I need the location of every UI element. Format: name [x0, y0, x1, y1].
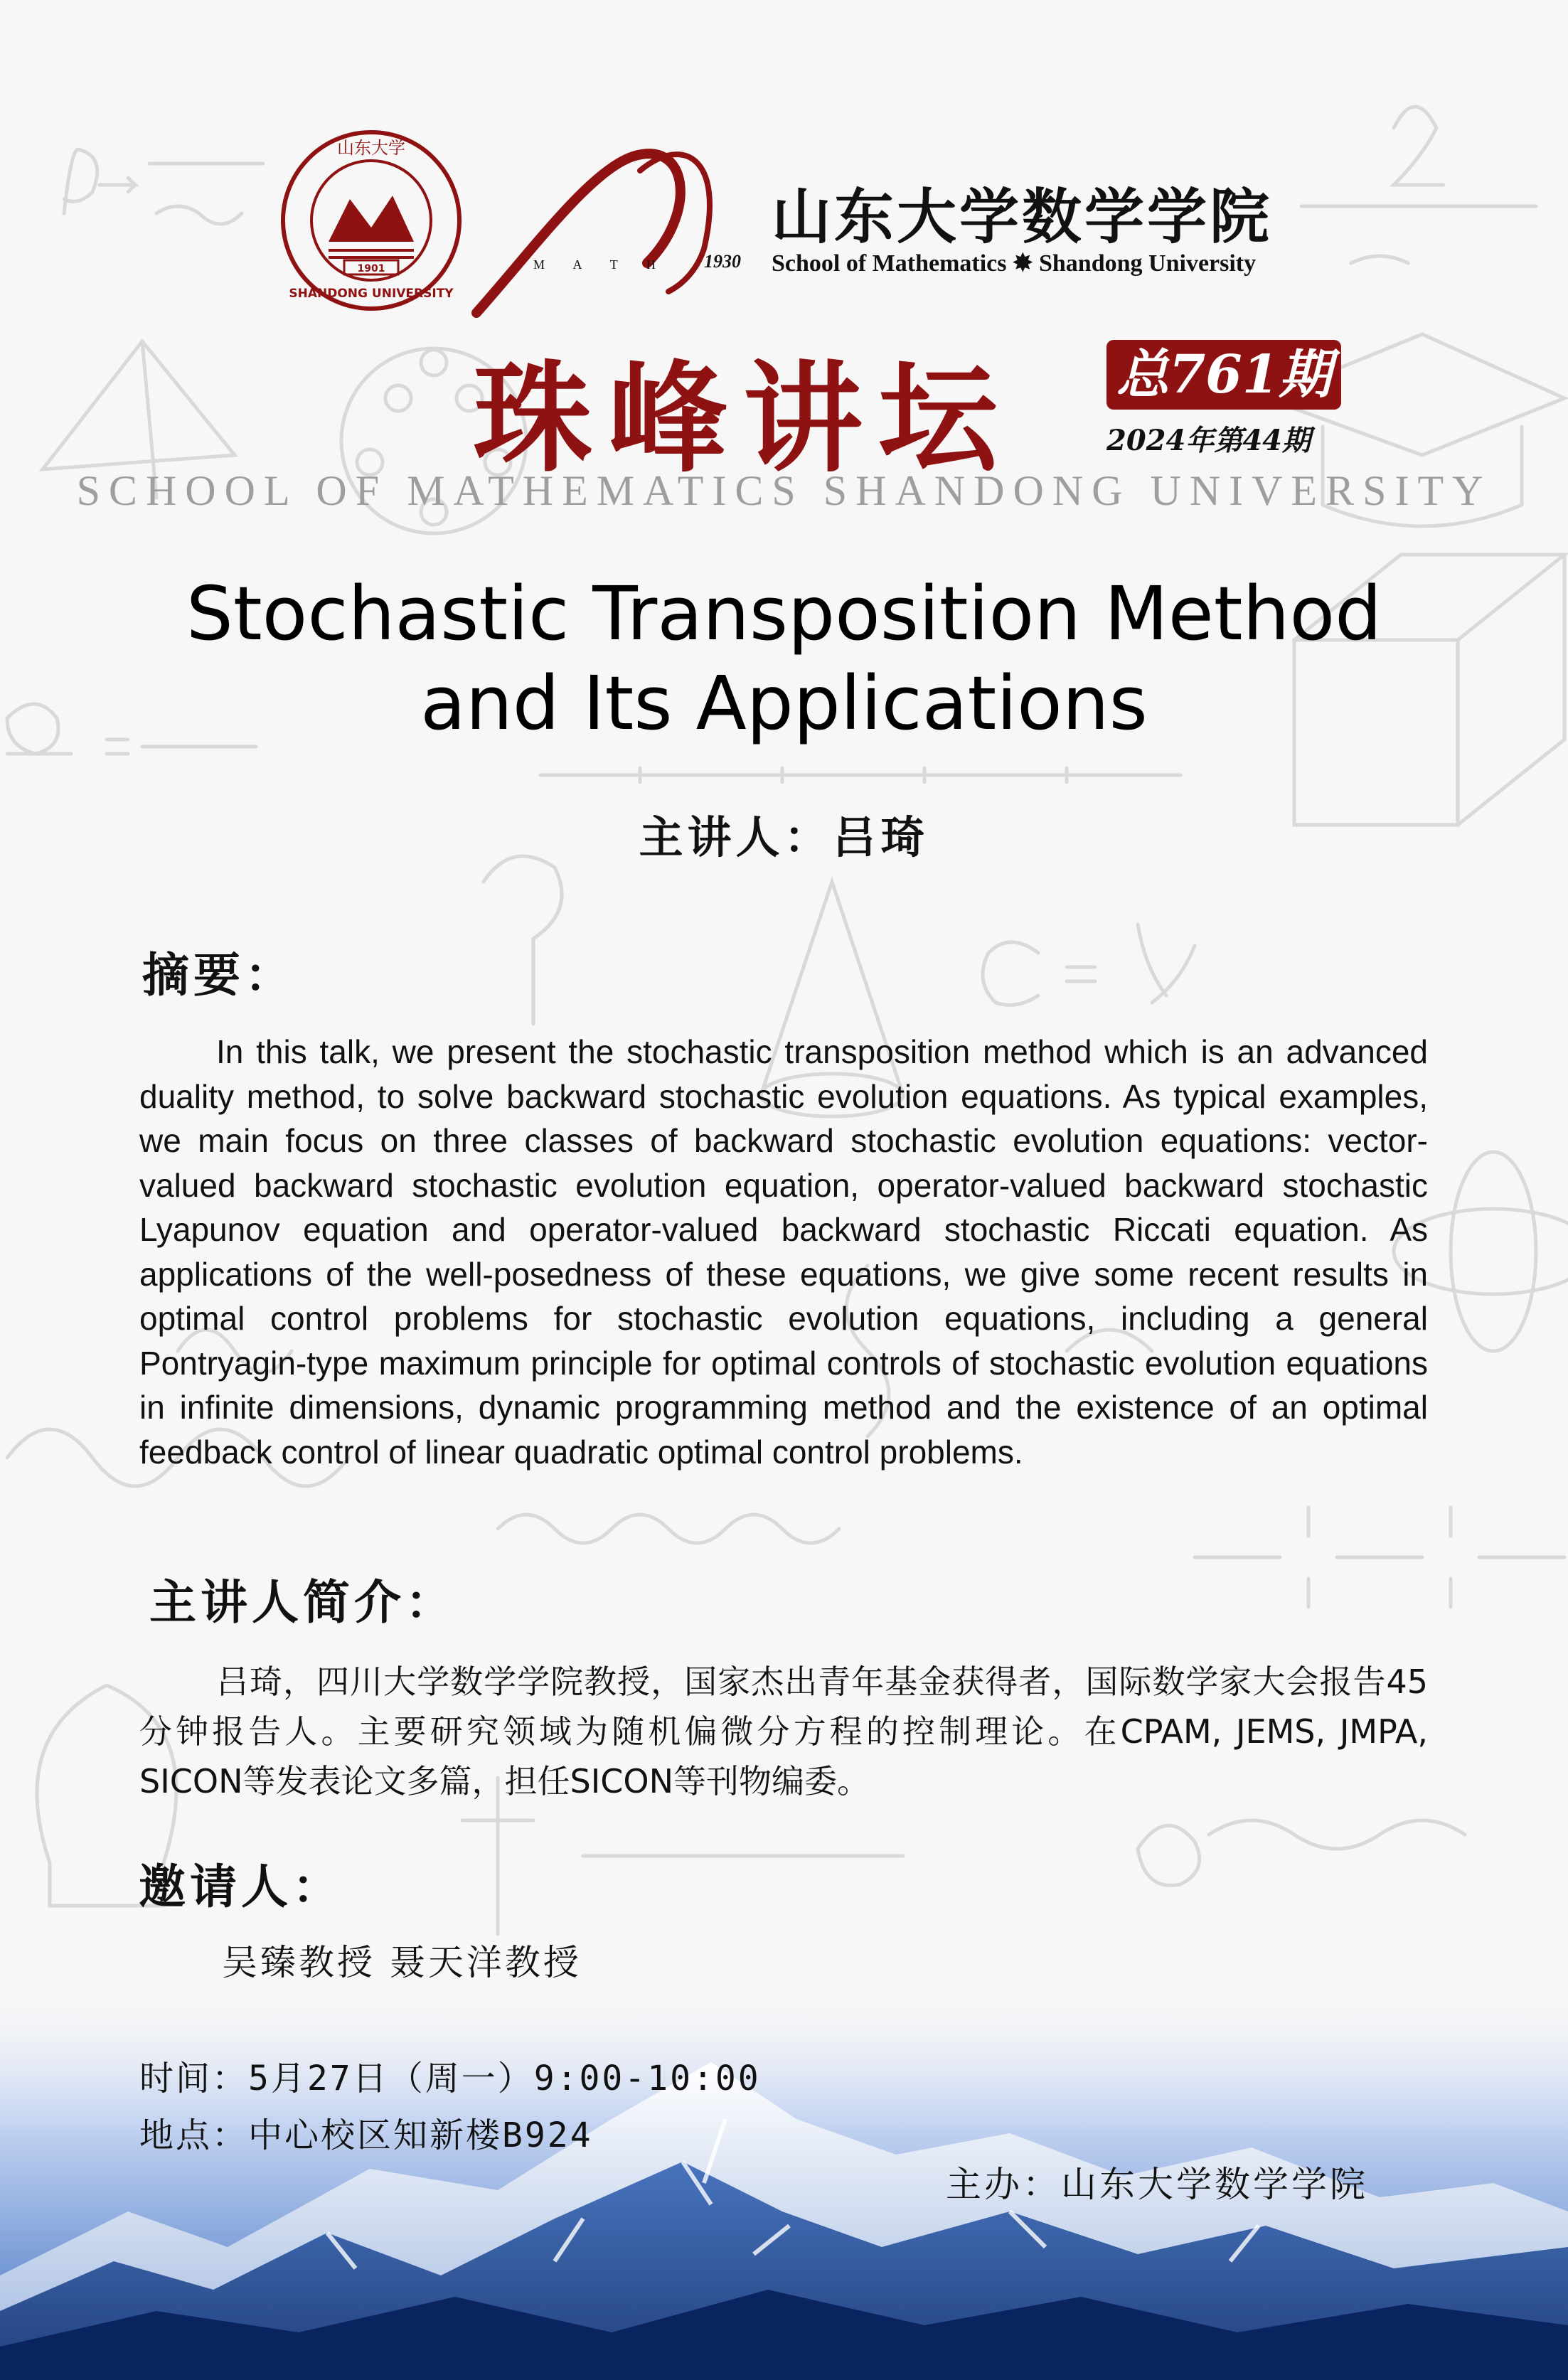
inviter-names: 吴臻教授 聂天洋教授	[222, 1942, 582, 1983]
event-time: 时间：5月27日（周一）9:00-10:00	[139, 2059, 761, 2098]
seal-text-bottom: SHANDONG UNIVERSITY	[289, 287, 454, 301]
inviter-heading: 邀请人：	[139, 1859, 343, 1914]
event-host: 主办：山东大学数学学院	[946, 2164, 1368, 2205]
bio-heading: 主讲人简介：	[149, 1574, 457, 1630]
talk-title	[43, 569, 1525, 748]
talk-title-line-2: and Its Applications	[420, 660, 1148, 747]
issue-year-number: 2024年第44期	[1106, 424, 1311, 457]
forum-title: 珠峰讲坛	[473, 348, 1013, 489]
school-banner-en: SCHOOL OF MATHEMATICS SHANDONG UNIVERSITY	[76, 467, 1492, 514]
school-name-cn: 山东大学数学学院	[772, 181, 1273, 252]
bio-text: 吕琦，四川大学数学学院教授，国家杰出青年基金获得者，国际数学家大会报告45分钟报告人。主要研究领域为随机偏微分方程的控制理论。在CPAM, JEMS, JMPA, SICON等发表论文多篇，担任SICON等刊物编委。	[139, 1663, 1428, 1800]
abstract-heading: 摘要：	[142, 947, 296, 1003]
seal-text-top: 山东大学	[337, 138, 405, 158]
math-1930-logo	[469, 128, 768, 320]
talk-title-line-1: Stochastic Transposition Method	[186, 570, 1382, 657]
issue-total-badge: 总761期	[1106, 340, 1341, 410]
event-place: 地点：中心校区知新楼B924	[139, 2115, 593, 2155]
university-seal	[279, 128, 464, 313]
abstract-text: In this talk, we present the stochastic transposition method which is an advanced duality method, to solve backward stochastic evolution equations. As typical examples, we main focus on three classes of backward stochastic evolution equations: vector-valued backward stochastic evolution equation, operator-valued backward stochastic Lyapunov equation and operator-valued backward stochastic Riccati equation. As applications of the well-posedness of these equations, we give some recent results in optimal control problems for stochastic evolution equations, including a general Pontryagin-type maximum principle for optimal controls of stochastic evolution equations in infinite dimensions, dynamic programming method and the existence of an optimal feedback control of linear quadratic optimal control problems.	[139, 1033, 1428, 1471]
seal-year: 1901	[357, 263, 385, 274]
logo-letters: M A T H	[533, 257, 668, 272]
logo-year: 1930	[704, 251, 741, 272]
school-name-en: School of Mathematics ✸ Shandong University	[772, 250, 1257, 277]
speaker-label: 主讲人：吕琦	[639, 811, 929, 863]
